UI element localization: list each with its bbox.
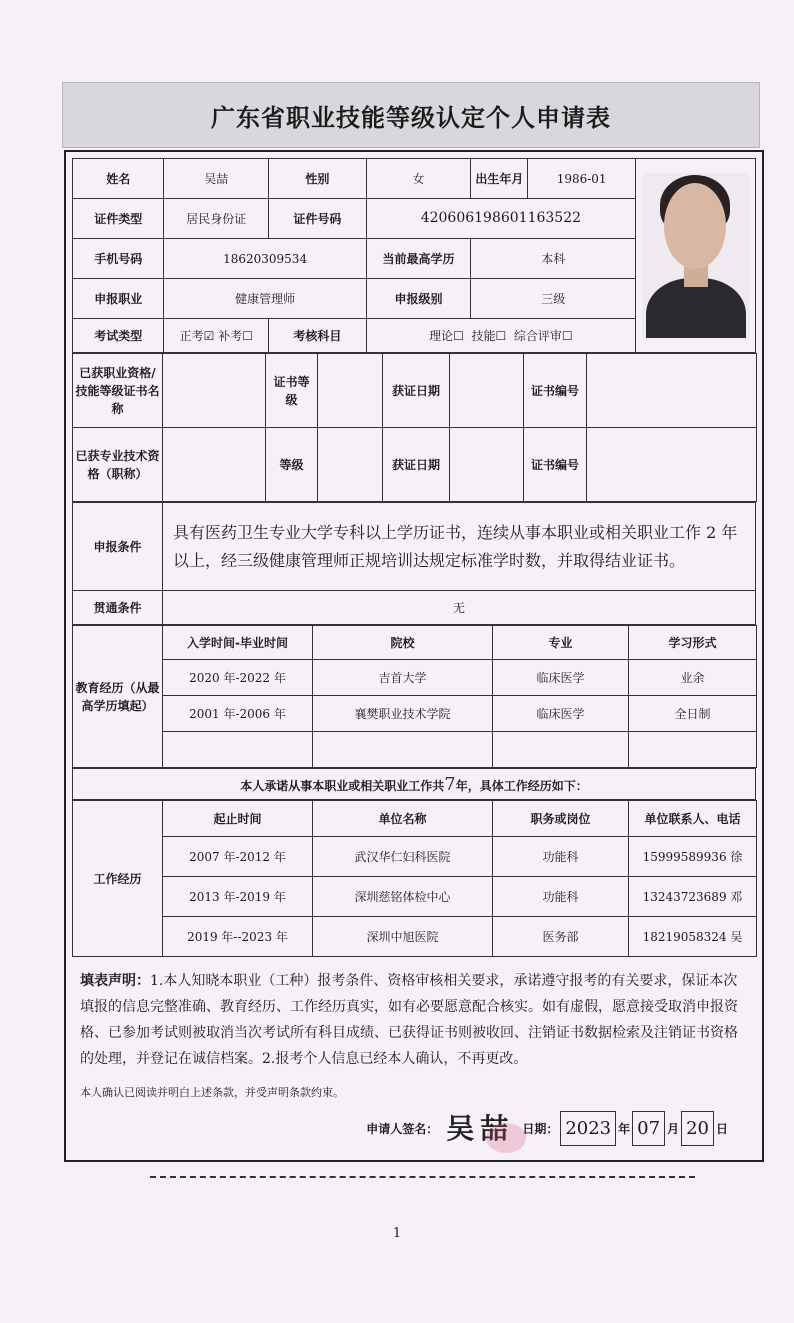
title-no-label: 证书编号 xyxy=(524,428,587,502)
subject-skill: 技能☐ xyxy=(471,328,507,343)
work-years-promise: 本人承诺从事本职业或相关职业工作共7年，具体工作经历如下： xyxy=(73,769,756,800)
work-post: 功能科 xyxy=(493,877,629,917)
exam-type-regular: 正考☑ xyxy=(179,328,215,343)
work-header-post: 职务或岗位 xyxy=(493,801,629,837)
applicant-signature: 吴喆 xyxy=(446,1103,514,1155)
condition-label: 申报条件 xyxy=(73,503,163,591)
work-contact: 13243723689 邓 xyxy=(629,877,757,917)
work-post: 医务部 xyxy=(493,917,629,957)
work-contact: 18219058324 吴 xyxy=(629,917,757,957)
gender-value: 女 xyxy=(366,159,471,199)
page-title: 广东省职业技能等级认定个人申请表 xyxy=(211,102,611,132)
obtained-cert-label: 已获职业资格/技能等级证书名称 xyxy=(73,354,163,428)
education-value: 本科 xyxy=(471,239,636,279)
obtained-cert-value xyxy=(163,354,266,428)
date-year: 2023 xyxy=(560,1111,616,1146)
edu-exp-label: 教育经历（从最高学历填起） xyxy=(73,626,163,768)
form-table xyxy=(72,158,756,353)
condition-text: 具有医药卫生专业大学专科以上学历证书，连续从事本职业或相关职业工作 2 年以上，经三级健康管理师正规培训达规定标准学时数，并取得结业证书。 xyxy=(163,503,756,591)
level-label: 申报级别 xyxy=(366,279,471,319)
exam-type-makeup: 补考☐ xyxy=(218,328,253,343)
work-period: 2007 年-2012 年 xyxy=(163,837,313,877)
obtained-title-value xyxy=(163,428,266,502)
table-row xyxy=(73,732,757,768)
cert-level-label: 证书等级 xyxy=(266,354,318,428)
work-header-unit: 单位名称 xyxy=(313,801,493,837)
name-label: 姓名 xyxy=(73,159,164,199)
promise-table xyxy=(72,768,756,800)
signature-line: 申请人签名： 吴喆 日期： 2023 年 07 月 20 日 xyxy=(80,1103,748,1155)
cert-date-label: 获证日期 xyxy=(383,354,450,428)
application-form xyxy=(72,158,756,1159)
title-bar xyxy=(62,82,760,148)
date-month: 07 xyxy=(632,1111,665,1146)
id-type-label: 证件类型 xyxy=(73,199,164,239)
work-exp-label: 工作经历 xyxy=(73,801,163,957)
declaration-heading: 填表声明： xyxy=(80,973,150,989)
declaration-text: 1.本人知晓本职业（工种）报考条件、资格审核相关要求，承诺遵守报考的有关要求，保证本次填报的信息完整准确、教育经历、工作经历真实，如有必要愿意配合核实。如有虚假，愿意接受取消申报资格、已参加考试则被取消当次考试所有科目成绩、已获得证书则被收回、注销证书数据检索及注销证书资格的处理，并登记在诚信档案。2.报考个人信息已经本人确认，不再更改。 xyxy=(80,973,738,1067)
applicant-photo xyxy=(642,173,750,338)
edu-major: 临床医学 xyxy=(493,696,629,732)
declaration-confirm: 本人确认已阅读并明白上述条款，并受声明条款约束。 xyxy=(80,1085,344,1099)
exam-subject-label: 考核科目 xyxy=(269,319,367,353)
work-header-contact: 单位联系人、电话 xyxy=(629,801,757,837)
edu-school: 襄樊职业技术学院 xyxy=(313,696,493,732)
condition-table xyxy=(72,502,756,625)
work-period: 2013 年-2019 年 xyxy=(163,877,313,917)
title-date-value xyxy=(450,428,524,502)
occupation-value: 健康管理师 xyxy=(164,279,366,319)
cert-no-label: 证书编号 xyxy=(524,354,587,428)
work-years-value: 7 xyxy=(444,773,456,795)
sign-label: 申请人签名： xyxy=(366,1121,439,1136)
title-level-value xyxy=(318,428,383,502)
edu-header-period: 入学时间-毕业时间 xyxy=(163,626,313,660)
work-header-period: 起止时间 xyxy=(163,801,313,837)
edu-period: 2020 年-2022 年 xyxy=(163,660,313,696)
table-row xyxy=(73,660,757,696)
subject-review: 综合评审☐ xyxy=(513,328,573,343)
obtained-title-label: 已获专业技术资格（职称） xyxy=(73,428,163,502)
edu-school: 吉首大学 xyxy=(313,660,493,696)
id-number-value: 420606198601163522 xyxy=(366,199,635,239)
edu-header-school: 院校 xyxy=(313,626,493,660)
id-type-value: 居民身份证 xyxy=(164,199,269,239)
edu-mode: 业余 xyxy=(629,660,757,696)
subject-theory: 理论☐ xyxy=(429,328,464,343)
cert-level-value xyxy=(318,354,383,428)
edu-header-major: 专业 xyxy=(493,626,629,660)
table-row xyxy=(73,837,757,877)
work-post: 功能科 xyxy=(493,837,629,877)
certificate-table xyxy=(72,353,757,502)
photo-cell xyxy=(636,159,756,353)
work-unit: 深圳慈铭体检中心 xyxy=(313,877,493,917)
exam-subject-options xyxy=(366,319,635,353)
work-contact: 15999589936 徐 xyxy=(629,837,757,877)
work-table xyxy=(72,800,757,957)
table-row xyxy=(73,917,757,957)
education-table xyxy=(72,625,757,768)
cut-line xyxy=(150,1176,695,1178)
edu-header-mode: 学习形式 xyxy=(629,626,757,660)
level-value: 三级 xyxy=(471,279,636,319)
title-level-label: 等级 xyxy=(266,428,318,502)
exam-type-options xyxy=(164,319,269,353)
id-number-label: 证件号码 xyxy=(269,199,367,239)
gender-label: 性别 xyxy=(269,159,367,199)
work-period: 2019 年--2023 年 xyxy=(163,917,313,957)
edu-major: 临床医学 xyxy=(493,660,629,696)
title-no-value xyxy=(587,428,757,502)
edu-mode: 全日制 xyxy=(629,696,757,732)
work-unit: 武汉华仁妇科医院 xyxy=(313,837,493,877)
phone-label: 手机号码 xyxy=(73,239,164,279)
date-label: 日期： xyxy=(522,1121,559,1136)
birth-label: 出生年月 xyxy=(471,159,528,199)
declaration xyxy=(72,957,756,1159)
page-number: 1 xyxy=(392,1226,402,1241)
cert-date-value xyxy=(450,354,524,428)
edu-period: 2001 年-2006 年 xyxy=(163,696,313,732)
through-text: 无 xyxy=(163,591,756,625)
name-value: 吴喆 xyxy=(164,159,269,199)
date-day: 20 xyxy=(681,1111,714,1146)
birth-value: 1986-01 xyxy=(528,159,636,199)
education-label: 当前最高学历 xyxy=(366,239,471,279)
title-date-label: 获证日期 xyxy=(383,428,450,502)
through-label: 贯通条件 xyxy=(73,591,163,625)
occupation-label: 申报职业 xyxy=(73,279,164,319)
cert-no-value xyxy=(587,354,757,428)
table-row xyxy=(73,877,757,917)
exam-type-label: 考试类型 xyxy=(73,319,164,353)
table-row xyxy=(73,696,757,732)
work-unit: 深圳中旭医院 xyxy=(313,917,493,957)
phone-value: 18620309534 xyxy=(164,239,366,279)
